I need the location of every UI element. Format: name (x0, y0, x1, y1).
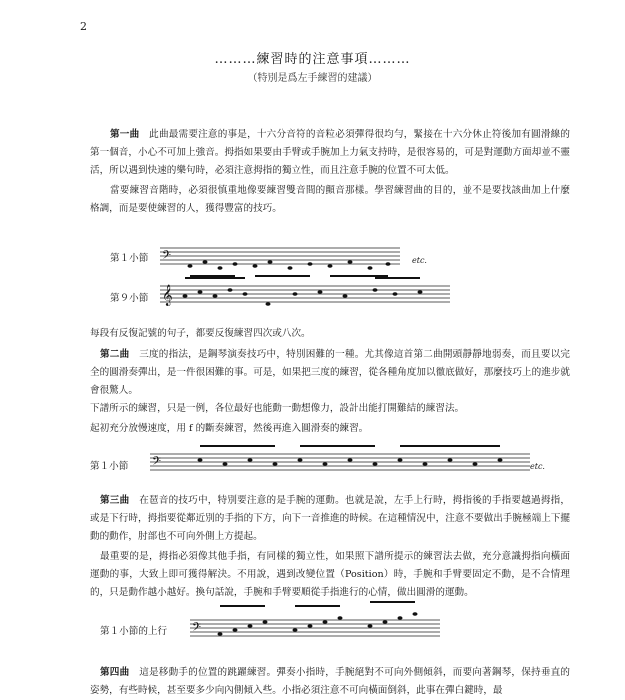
svg-text:𝄢: 𝄢 (192, 621, 202, 637)
paragraph-repeat-note (90, 325, 570, 343)
text-etude-4: 這是移動手的位置的跳躍練習。彈奏小指時，手腕絕對不可向外側傾斜，而要向著鋼琴，保持垂直的姿勢，有些時候，甚至要多少向內側傾入些。小指必須注意不可向橫面倒斜，此事在彈白鍵時，最 (90, 667, 571, 696)
music-staff-2 (160, 282, 460, 322)
text-etude-3b: 最重要的是，拇指必須像其他手指，有同樣的獨立性，如果照下譜所提示的練習法去做，充分意識拇指向橫面運動的事，大致上即可獲得解決。不用說，遇到改變位置（Position）時，手腕和手臂要固定不動，是不合情理的，只是動作越小越好。換句話說，手腕和手臂要順從手指進行的心情，做出圓滑的運動。 (90, 551, 570, 598)
text-etude-2: 三度的指法，是鋼琴演奏技巧中，特別困難的一種。尤其像這首第二曲開頭靜靜地弱奏，而且要以完全的圓滑奏彈出，是一件很困難的事。可是，如果把三度的練習，從各種角度加以徹底做好，那麼技巧上的進步就會很驚人。 (90, 349, 571, 396)
paragraph-etude-3 (90, 492, 570, 546)
measure-label-2: 第９小節 (110, 293, 149, 304)
etc-mark-2: etc. (530, 462, 545, 471)
svg-text:𝄢: 𝄢 (162, 249, 172, 265)
measure-label-3: 第１小節 (90, 461, 129, 472)
page-subtitle: （特別是爲左手練習的建議） (247, 73, 378, 84)
text-etude-2b: 下譜所示的練習，只是一例，各位最好也能動一動想像力，設計出能打開難結的練習法。 (90, 403, 465, 414)
music-staff-3 (150, 450, 530, 490)
page-title: ………練習時的注意事項……… (214, 52, 411, 67)
measure-label-4: 第１小節的上行 (100, 626, 168, 637)
paragraph-etude-1 (90, 126, 570, 180)
text-repeat-note: 每段有反復記號的句子，都要反復練習四次或八次。 (90, 328, 311, 339)
etc-mark-1: etc. (412, 256, 427, 265)
text-etude-2c: 起初充分放慢速度，用 f 的斷奏練習，然後再進入圓滑奏的練習。 (90, 423, 369, 434)
heading-etude-3: 第三曲 (100, 495, 130, 506)
text-etude-1: 此曲最需要注意的事是，十六分音符的音粒必須彈得很均勻，緊接在十六分休止符後加有圓滑線的第一個音，小心不可加上強音。拇指如果要由手臂或手腕加上力氣支持時，是很容易的，可是對運動方面却並不靈活，所以遇到快速的樂句時，必須注意拇指的獨立性，而且注意手腕的位置不可太低。 (90, 129, 571, 176)
music-staff-4 (190, 616, 450, 656)
heading-etude-2: 第二曲 (100, 349, 130, 360)
paragraph-etude-2b (90, 400, 570, 418)
paragraph-etude-2 (90, 346, 570, 400)
page-number: 2 (80, 20, 87, 33)
paragraph-etude-1b (90, 182, 570, 218)
paragraph-etude-2c (90, 420, 570, 438)
svg-text:𝄢: 𝄢 (152, 455, 162, 471)
heading-etude-1: 第一曲 (110, 129, 140, 140)
paragraph-etude-4 (90, 664, 570, 700)
text-etude-3: 在琶音的技巧中，特別要注意的是手腕的運動。也就是說，左手上行時，拇指後的手指要越過拇指，或是下行時，拇指要從鄰近別的手指的下方，向下一音推進的時候。在這種情況中，注意不要做出手腕極端上下擺動的動作，肘部也不可向外側上方提起。 (90, 495, 571, 542)
text-etude-1b: 當要練習音階時，必須很慎重地像要練習雙音間的顫音那樣。學習練習曲的目的，並不是要找該曲加上什麼格調，而是要使練習的人，獲得豐富的技巧。 (90, 185, 570, 214)
svg-text:𝄞: 𝄞 (162, 285, 173, 306)
measure-label-1: 第１小節 (110, 253, 149, 264)
paragraph-etude-3b (90, 548, 570, 602)
heading-etude-4: 第四曲 (100, 667, 130, 678)
